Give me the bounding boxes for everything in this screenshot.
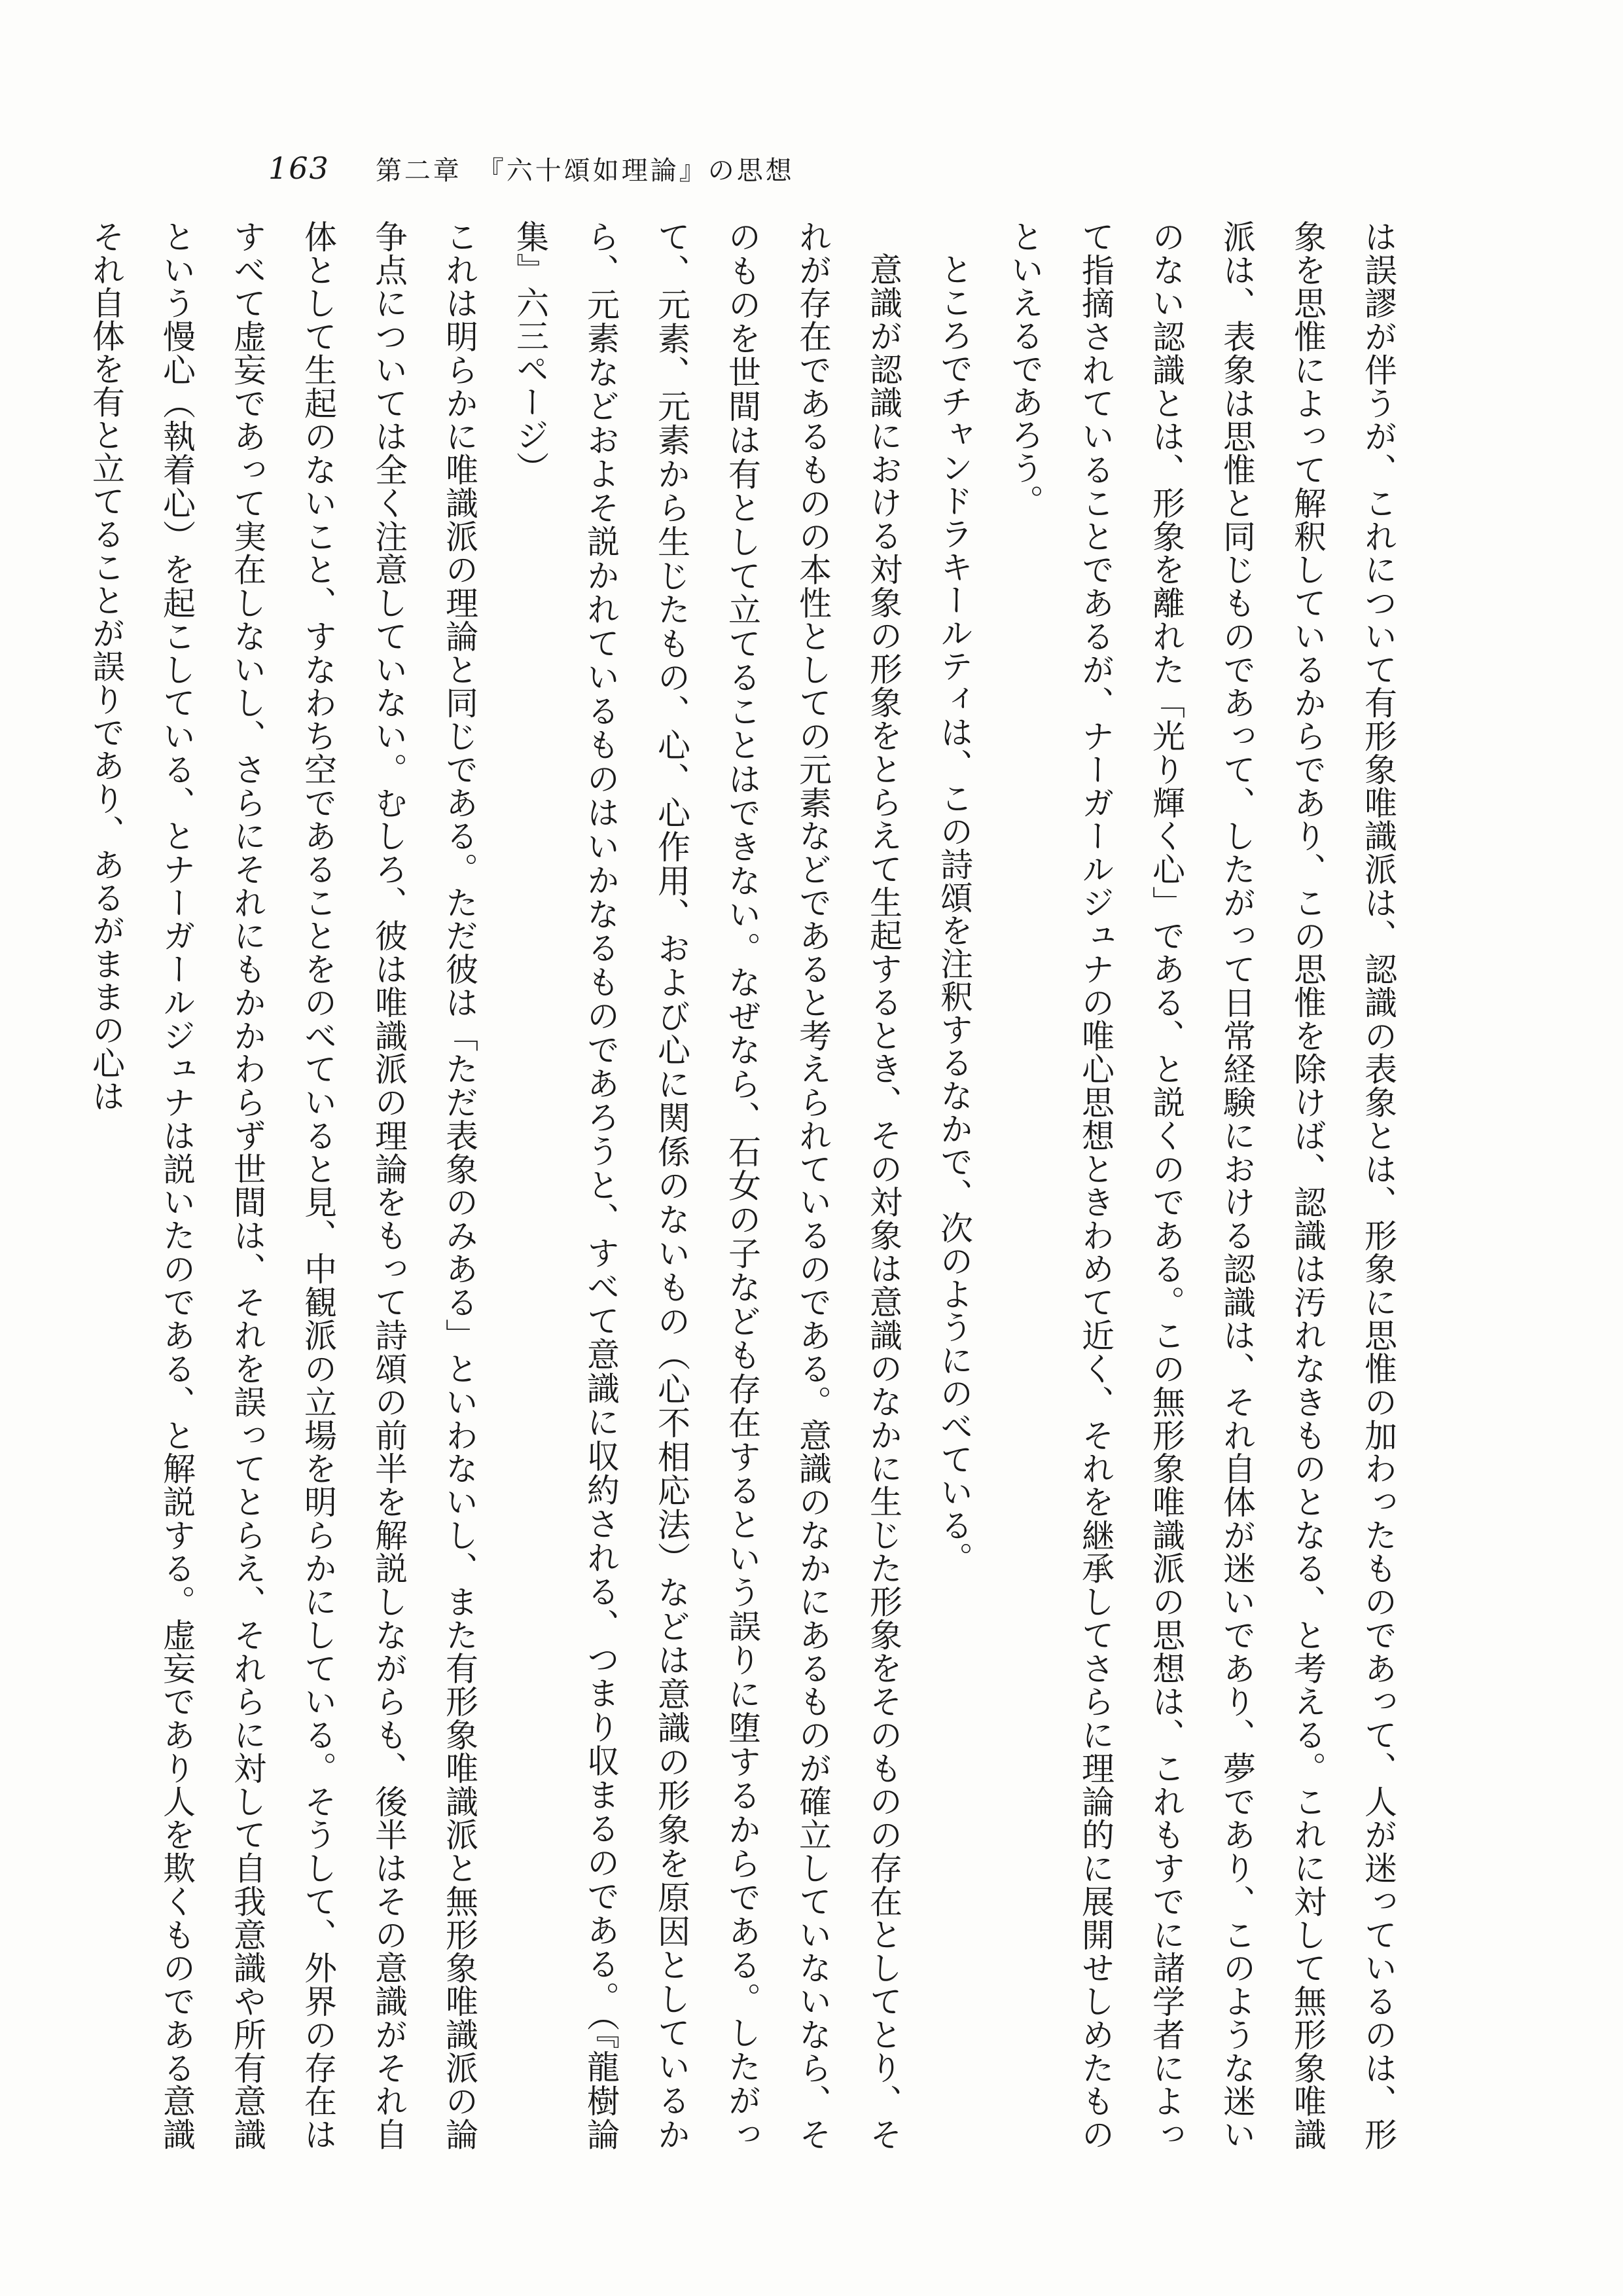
vertical-body-text [87, 220, 1414, 2151]
page-header [268, 145, 794, 191]
block-quote: 意識が認識における対象の形象をとらえて生起するとき、その対象は意識のなかに生じた形象をそのものの存在としてとり、それが存在であるものの本性としての元素などであると考えられているのである。意識のなかにあるものが確立していないなら、そのものを世間は有として立てることはできない。なぜなら、石女の子なども存在するという誤りに堕するからである。したがって、元素、元素から生じたもの、心、心作用、および心に関係のないもの（心不相応法）などは意識の形象を原因としているから、元素などおよそ説かれているものはいかなるものであろうと、すべて意識に収約される、つまり収まるのである。（『龍樹論集』六三ページ） [511, 220, 902, 2151]
paragraph-intro: ところでチャンドラキールティは、この詩頌を注釈するなかで、次のようにのべている。 [935, 253, 973, 1575]
page-number: 163 [268, 151, 330, 186]
paragraph-continued: は誤謬が伴うが、これについて有形象唯識派は、認識の表象とは、形象に思惟の加わったものであって、人が迷っているのは、形象を思惟によって解釈しているからであり、この思惟を除けば、認識は汚れなきものとなる、と考える。これに対して無形象唯識派は、表象は思惟と同じものであって、したがって日常経験における認識は、それ自体が迷いであり、夢であり、このような迷いのない認識とは、形象を離れた「光り輝く心」である、と説くのである。この無形象唯識派の思想は、これもすでに諸学者によって指摘されていることであるが、ナーガールジュナの唯心思想ときわめて近く、それを継承してさらに理論的に展開せしめたものといえるであろう。 [1006, 220, 1397, 2151]
running-title: 第二章 『六十頌如理論』の思想 [375, 155, 794, 186]
paragraph-commentary: これは明らかに唯識派の理論と同じである。ただ彼は「ただ表象のみある」といわないし、また有形象唯識派と無形象唯識派の論争点については全く注意していない。むしろ、彼は唯識派の理論をもって詩頌の前半を解説しながらも、後半はその意識がそれ自体として生起のないこと、すなわち空であることをのべていると見、中観派の立場を明らかにしている。そうして、外界の存在はすべて虚妄であって実在しないし、さらにそれにもかかわらず世間は、それを誤ってとらえ、それらに対して自我意識や所有意識という慢心（執着心）を起こしている、とナーガールジュナは説いたのである、と解説する。虚妄であり人を欺くものである意識それ自体を有と立てることが誤りであり、あるがままの心は [87, 220, 478, 2151]
